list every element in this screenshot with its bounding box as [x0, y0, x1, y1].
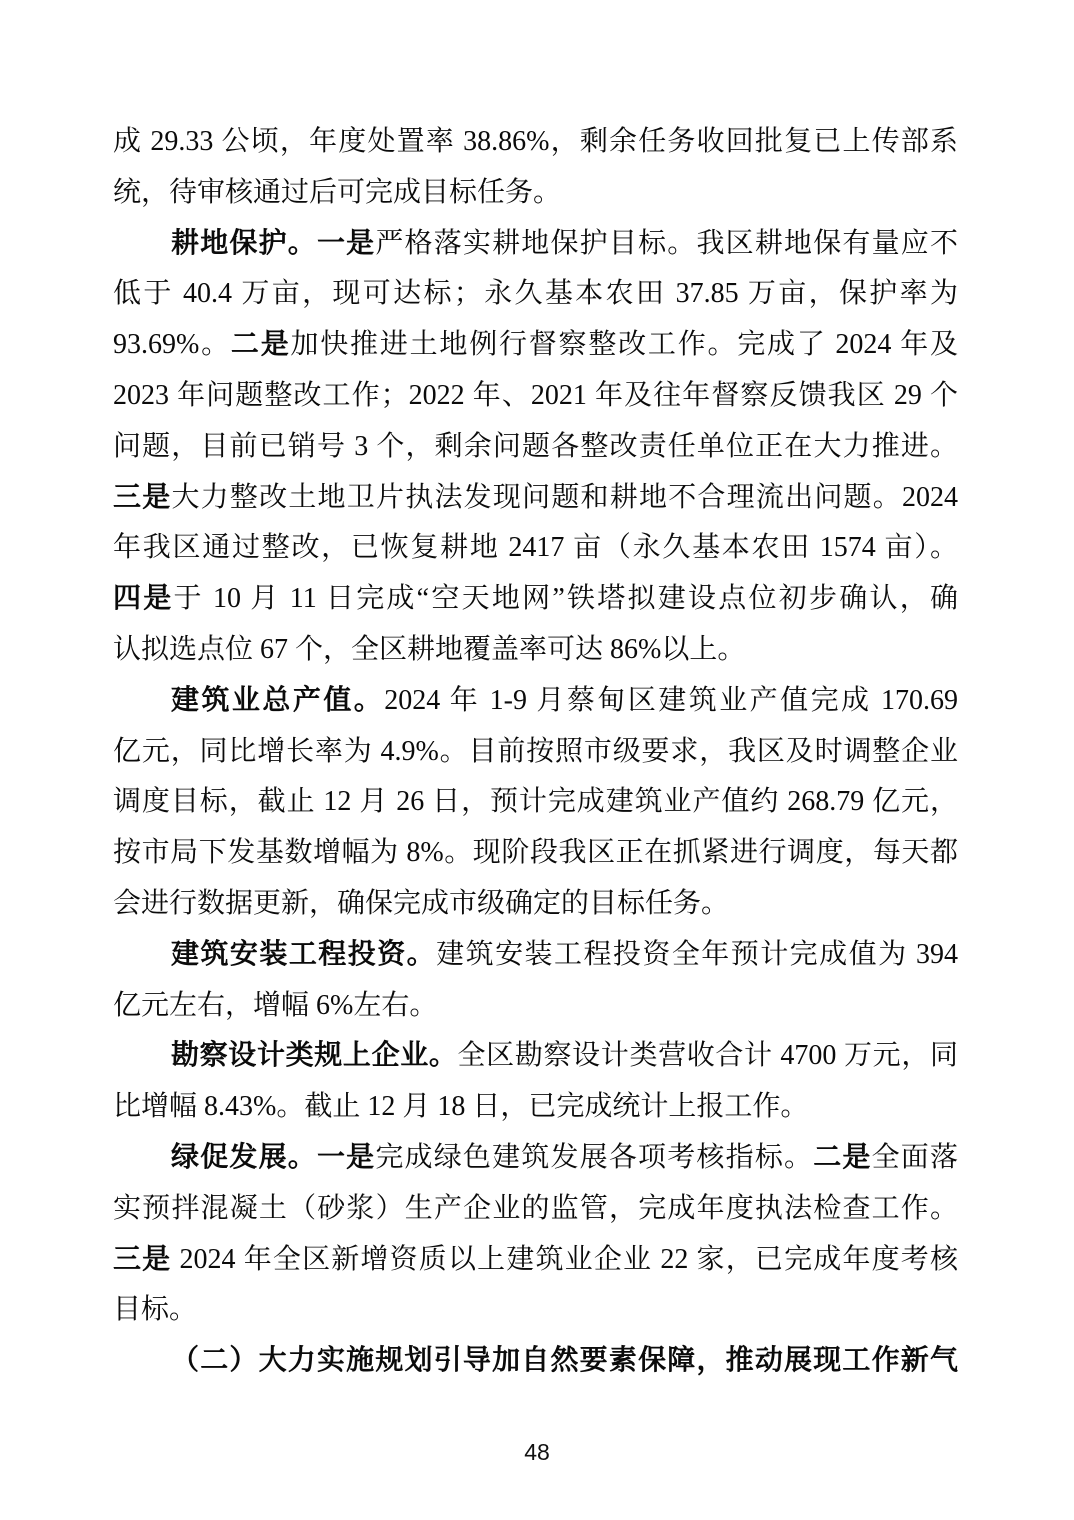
body-text: 年我区通过整改，已恢复耕地 2417 亩（永久基本农田 1574 亩）。: [113, 532, 958, 564]
text-line: [113, 473, 958, 524]
page-number: 48: [524, 1439, 550, 1465]
text-line: [113, 117, 958, 168]
body-text: 亿元，同比增长率为 4.9%。目前按照市级要求，我区及时调整企业: [113, 735, 958, 767]
text-line: [113, 1184, 958, 1235]
text-line: [113, 676, 958, 727]
emphasis-text: 建筑业总产值。: [171, 684, 385, 716]
body-text: 实预拌混凝土（砂浆）生产企业的监管，完成年度执法检查工作。: [113, 1192, 958, 1224]
body-text: 成 29.33 公顷，年度处置率 38.86%，剩余任务收回批复已上传部系: [113, 126, 958, 157]
body-text: 全区勘察设计类营收合计 4700 万元，同: [457, 1040, 958, 1072]
text-line: [113, 1285, 958, 1336]
body-text: 加快推进土地例行督察整改工作。完成了 2024 年及: [290, 329, 958, 361]
emphasis-text: 三是: [113, 1243, 172, 1275]
text-line: [113, 523, 958, 574]
body-text: 2023 年问题整改工作；2022 年、2021 年及往年督察反馈我区 29 个: [113, 379, 958, 411]
emphasis-text: 三是: [113, 481, 172, 513]
emphasis-text: 绿促发展。一是: [171, 1141, 376, 1173]
text-line: [113, 981, 958, 1032]
text-line: [113, 269, 958, 320]
emphasis-text: 四是: [113, 583, 174, 615]
text-line: [113, 1082, 958, 1133]
emphasis-text: （二）大力实施规划引导加自然要素保障，推动展现工作新气: [171, 1345, 958, 1377]
body-text: 大力整改土地卫片执法发现问题和耕地不合理流出问题。2024: [171, 481, 958, 513]
body-text: 2024 年全区新增资质以上建筑业企业 22 家，已完成年度考核: [171, 1243, 958, 1275]
body-text: 会进行数据更新，确保完成市级确定的目标任务。: [113, 887, 730, 919]
body-text: 目标。: [113, 1294, 198, 1326]
text-block: [113, 117, 958, 1387]
emphasis-text: 勘察设计类规上企业。: [171, 1040, 458, 1072]
body-text: 亿元左右，增幅 6%左右。: [113, 989, 438, 1021]
text-line: [113, 1133, 958, 1184]
text-line: [113, 930, 958, 981]
text-line: [113, 168, 958, 219]
emphasis-text: 二是: [813, 1141, 872, 1173]
body-text: 按市局下发基数增幅为 8%。现阶段我区正在抓紧进行调度，每天都: [113, 837, 958, 869]
text-line: [113, 1235, 958, 1286]
body-text: 于 10 月 11 日完成“空天地网”铁塔拟建设点位初步确认，确: [173, 583, 958, 615]
body-text: 全面落: [871, 1141, 958, 1173]
text-line: [113, 1031, 958, 1082]
emphasis-text: 二是: [230, 329, 291, 361]
text-line: [113, 1336, 958, 1387]
text-line: [113, 727, 958, 778]
text-line: [113, 219, 958, 270]
body-text: 认拟选点位 67 个，全区耕地覆盖率可达 86%以上。: [113, 633, 746, 665]
text-line: [113, 574, 958, 625]
emphasis-text: 耕地保护。一是: [171, 227, 376, 259]
body-text: 93.69%。: [113, 329, 231, 361]
body-text: 2024 年 1-9 月蔡甸区建筑业产值完成 170.69: [384, 684, 958, 716]
body-text: 严格落实耕地保护目标。我区耕地保有量应不: [375, 227, 958, 259]
body-text: 完成绿色建筑发展各项考核指标。: [375, 1141, 814, 1173]
text-line: [113, 320, 958, 371]
text-line: [113, 625, 958, 676]
body-text: 低于 40.4 万亩，现可达标；永久基本农田 37.85 万亩，保护率为: [113, 278, 958, 310]
body-text: 问题，目前已销号 3 个，剩余问题各整改责任单位正在大力推进。: [113, 430, 958, 462]
body-text: 调度目标，截止 12 月 26 日，预计完成建筑业产值约 268.79 亿元，: [113, 786, 958, 818]
emphasis-text: 建筑安装工程投资。: [171, 938, 437, 970]
body-text: 统，待审核通过后可完成目标任务。: [113, 176, 562, 208]
text-line: [113, 371, 958, 422]
text-line: [113, 422, 958, 473]
text-line: [113, 777, 958, 828]
text-line: [113, 879, 958, 930]
body-text: 建筑安装工程投资全年预计完成值为 394: [436, 938, 958, 970]
text-line: [113, 828, 958, 879]
body-text: 比增幅 8.43%。截止 12 月 18 日，已完成统计上报工作。: [113, 1091, 809, 1123]
